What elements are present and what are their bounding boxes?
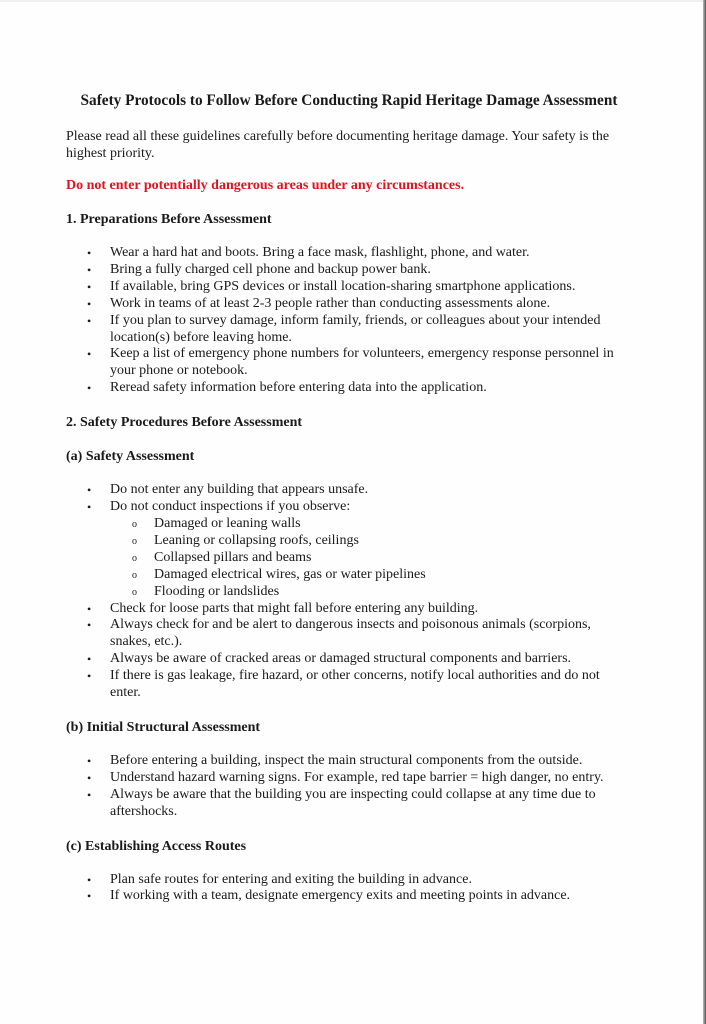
bullet-icon: • (87, 669, 92, 684)
bullet-icon: • (87, 246, 92, 260)
bullet-icon: • (87, 483, 92, 498)
subsection-c-list (66, 872, 632, 906)
bullet-icon: • (87, 787, 92, 802)
list-item: • Reread safety information before entering data into the application. (87, 380, 487, 396)
list-item: • If you plan to survey damage, inform family, friends, or colleagues about your intended location(s) before leaving home. (87, 312, 601, 345)
section-2-heading: 2. Safety Procedures Before Assessment (66, 415, 303, 431)
circle-bullet-icon: o (132, 569, 137, 581)
bullet-icon: • (87, 889, 92, 904)
list-item: • Do not conduct inspections if you observe: o Damaged or leaning walls o Leaning or collapsing roofs, ceilings o Collapsed pillars and beams o Damaged electrical wires, gas or water pipelines o Flooding or landslides (66, 499, 632, 600)
danger-warning: Do not enter potentially dangerous areas under any circumstances. (66, 178, 465, 193)
bullet-icon: • (87, 872, 92, 887)
bullet-icon: • (87, 618, 92, 633)
sub-list-item: o Damaged or leaning walls (66, 516, 632, 533)
bullet-icon: • (87, 347, 92, 362)
bullet-icon: • (87, 652, 92, 667)
intro-paragraph: Please read all these guidelines carefully before documenting heritage damage. Your safety is the highest priority. (66, 129, 610, 161)
list-item: • Work in teams of at least 2-3 people rather than conducting assessments alone. (87, 295, 551, 311)
bullet-icon: • (87, 296, 92, 311)
bullet-icon: • (87, 753, 92, 768)
list-item: • Always check for and be alert to dangerous insects and poisonous animals (scorpions, snakes, etc.). (87, 617, 591, 650)
circle-bullet-icon: o (132, 586, 137, 598)
document-content (66, 91, 632, 922)
bullet-icon: • (87, 770, 92, 785)
bullet-icon: • (87, 313, 92, 328)
list-item: • Wear a hard hat and boots. Bring a face mask, flashlight, phone, and water. (87, 245, 530, 260)
list-item: • If working with a team, designate emergency exits and meeting points in advance. (87, 888, 571, 904)
subsection-b-list (66, 753, 632, 821)
list-item: • Before entering a building, inspect the main structural components from the outside. (87, 752, 583, 768)
list-item: • Check for loose parts that might fall before entering any building. (87, 600, 479, 616)
sub-list-item: o Leaning or collapsing roofs, ceilings (66, 533, 632, 550)
bullet-icon: • (87, 262, 92, 277)
subsection-a-list (66, 482, 632, 702)
list-item: • If there is gas leakage, fire hazard, or other concerns, notify local authorities and do not enter. (87, 668, 600, 701)
list-item: • Always be aware that the building you are inspecting could collapse at any time due to aftershocks. (87, 786, 596, 819)
section-1-heading: 1. Preparations Before Assessment (66, 212, 272, 227)
circle-bullet-icon: o (132, 552, 137, 564)
sub-list-item: o Damaged electrical wires, gas or water pipelines (66, 567, 632, 584)
bullet-icon: • (87, 601, 92, 616)
list-item: • If available, bring GPS devices or install location-sharing smartphone applications. (87, 278, 576, 294)
document-title: Safety Protocols to Follow Before Conducting Rapid Heritage Damage Assessment (80, 92, 618, 109)
bullet-icon: • (87, 381, 92, 396)
list-item: • Plan safe routes for entering and exiting the building in advance. (87, 871, 472, 887)
list-item: • Bring a fully charged cell phone and backup power bank. (87, 261, 431, 277)
list-item: • Keep a list of emergency phone numbers for volunteers, emergency response personnel in your phone or notebook. (87, 346, 614, 379)
subsection-a-heading: (a) Safety Assessment (66, 449, 195, 465)
subsection-c-heading: (c) Establishing Access Routes (66, 838, 247, 854)
observe-sublist (110, 516, 632, 601)
bullet-icon: • (87, 279, 92, 294)
sub-list-item: o Collapsed pillars and beams (66, 550, 632, 567)
subsection-b-heading: (b) Initial Structural Assessment (66, 719, 261, 735)
list-item: • Always be aware of cracked areas or damaged structural components and barriers. (87, 651, 572, 667)
section-1-list (66, 245, 632, 397)
sub-list-item: o Flooding or landslides (66, 584, 632, 601)
list-item: • Understand hazard warning signs. For example, red tape barrier = high danger, no entry. (87, 769, 604, 785)
list-item: • Do not enter any building that appears unsafe. (87, 482, 369, 498)
bullet-icon: • (87, 500, 92, 515)
circle-bullet-icon: o (132, 535, 137, 547)
circle-bullet-icon: o (132, 518, 137, 530)
